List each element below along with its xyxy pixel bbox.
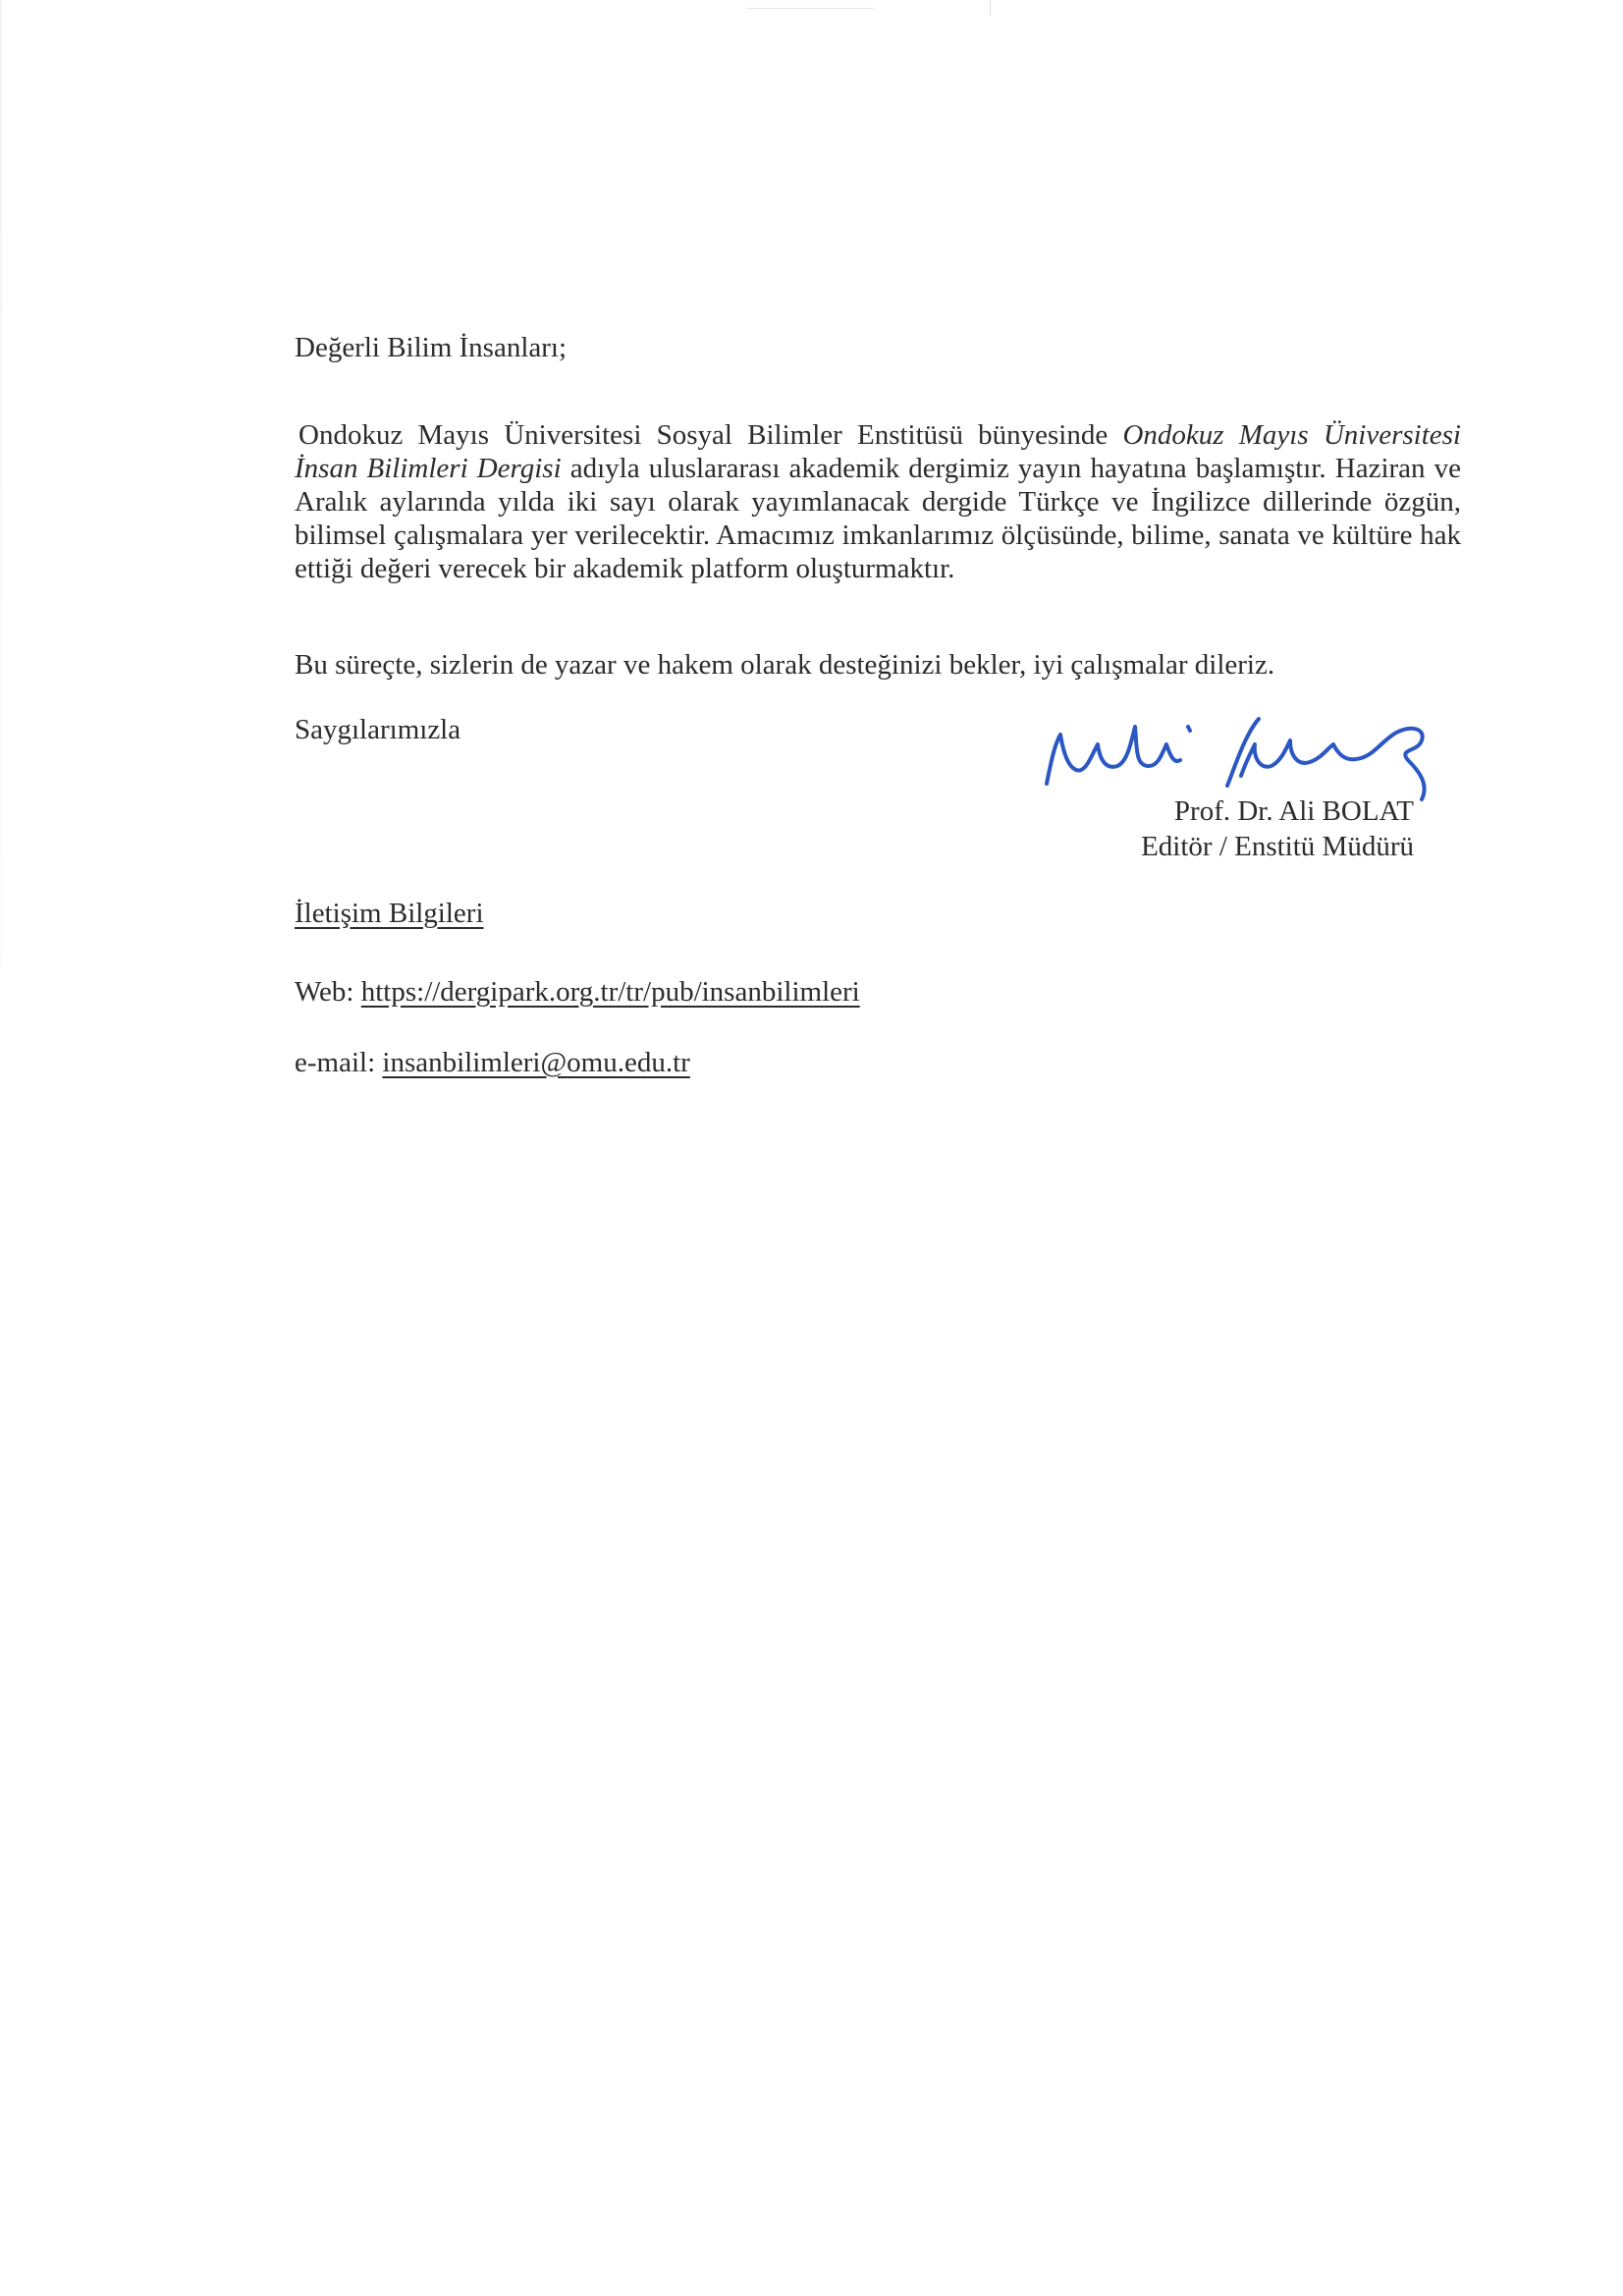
intro-rest: adıyla uluslararası akademik dergimiz yayın hayatına başlamıştır. Haziran ve Aralık aylarında yılda iki sayı olarak yayımlanacak dergide Türkçe ve İngilizce dillerinde özgün, bilimsel çalışmalara yer verilecektir. Amacımız imkanlarımız ölçüsünde, bilime, sanata ve kültüre hak ettiği değeri verecek bir akademik platform oluşturmaktır.	[295, 453, 1462, 584]
signer-title: Editör / Enstitü Müdürü	[1141, 831, 1414, 862]
scan-artifact	[990, 0, 991, 16]
intro-paragraph	[295, 418, 1461, 585]
scan-edge	[0, 0, 2, 1178]
signer-block	[1060, 793, 1414, 864]
web-link[interactable]: https://dergipark.org.tr/tr/pub/insanbilimleri	[360, 976, 860, 1008]
greeting: Değerli Bilim İnsanları;	[295, 332, 568, 363]
support-paragraph: Bu süreçte, sizlerin de yazar ve hakem olarak desteğinizi bekler, iyi çalışmalar dileriz.	[295, 649, 1275, 681]
signature-strokes	[1047, 719, 1425, 799]
email-line	[295, 1047, 690, 1079]
signer-name: Prof. Dr. Ali BOLAT	[1173, 795, 1414, 827]
web-line	[295, 976, 860, 1009]
web-label: Web:	[295, 976, 361, 1008]
journal-name: Ondokuz Mayıs Üniversitesi İnsan Bilimleri Dergisi	[295, 419, 1461, 484]
email-link[interactable]: insanbilimleri@omu.edu.tr	[382, 1047, 690, 1078]
intro-lead: Ondokuz Mayıs Üniversitesi Sosyal Bilimler Enstitüsü bünyesinde	[298, 419, 1123, 451]
scan-artifact	[746, 8, 874, 15]
closing: Saygılarımızla	[295, 714, 461, 745]
contact-heading: İletişim Bilgileri	[295, 898, 484, 929]
email-label: e-mail:	[295, 1047, 383, 1078]
